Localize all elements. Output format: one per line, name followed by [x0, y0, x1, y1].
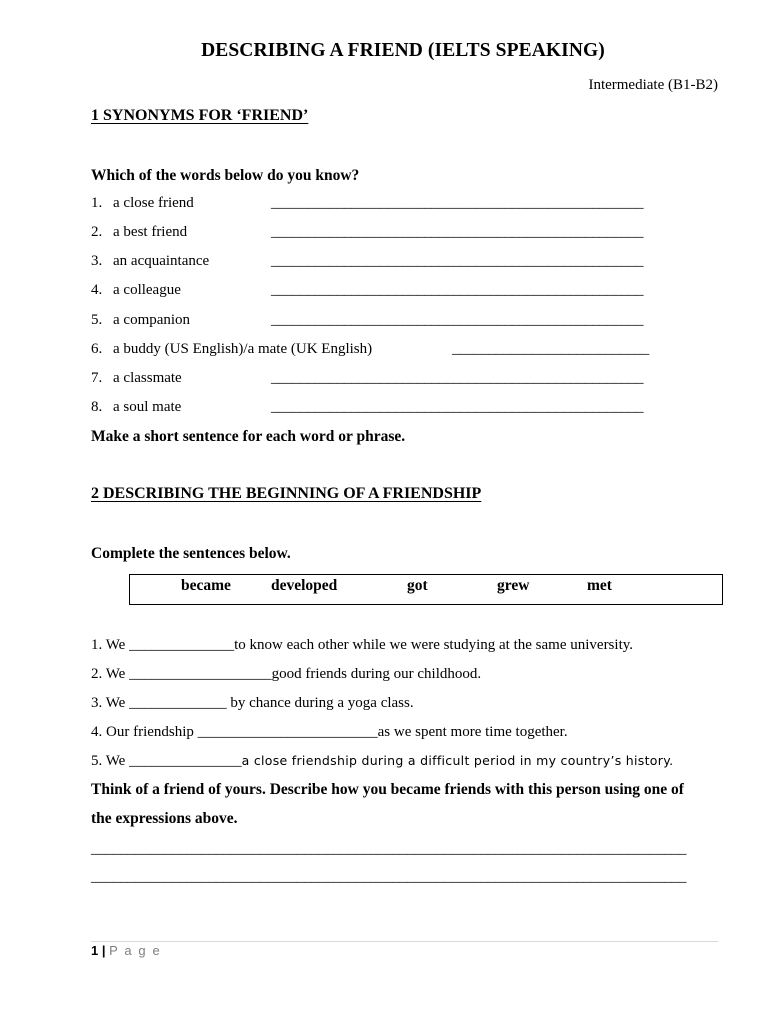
word-box-item: grew: [497, 577, 530, 594]
answer-line[interactable]: ___________________________: [452, 341, 650, 357]
sentence-item: 3. We _____________ by chance during a yoga class.: [91, 695, 414, 711]
item-word: a close friend: [113, 195, 194, 211]
section-1-heading: 1 SYNONYMS FOR ‘FRIEND’: [91, 107, 309, 124]
answer-line[interactable]: ___________________________________________________: [271, 224, 644, 240]
item-number: 5.: [91, 312, 103, 328]
item-number: 2.: [91, 224, 103, 240]
word-box-item: met: [587, 577, 612, 594]
item-word: a buddy (US English)/a mate (UK English): [113, 341, 373, 357]
item-word: a companion: [113, 312, 191, 328]
word-box-item: got: [407, 577, 428, 594]
page-number: 1: [91, 943, 99, 958]
answer-line[interactable]: ___________________________________________________: [271, 253, 644, 269]
word-box-item: became: [181, 577, 231, 594]
level-label: Intermediate (B1-B2): [588, 77, 718, 93]
section-2-heading: 2 DESCRIBING THE BEGINNING OF A FRIENDSHIP: [91, 485, 482, 502]
task-text-line-1: Think of a friend of yours. Describe how you became friends with this person using one of: [91, 781, 684, 798]
word-box: [129, 574, 723, 605]
section-2-instruction: Complete the sentences below.: [91, 545, 291, 562]
answer-line[interactable]: ___________________________________________________: [271, 399, 644, 415]
writing-line[interactable]: _________________________________________________________________________________: [91, 869, 687, 885]
sentence-continuation: a close friendship during a difficult period in my country’s history.: [241, 753, 674, 768]
writing-line[interactable]: _________________________________________________________________________________: [91, 841, 687, 857]
sentence-item: [91, 753, 673, 770]
item-word: an acquaintance: [113, 253, 210, 269]
page-label: P a g e: [109, 943, 162, 958]
answer-line[interactable]: ___________________________________________________: [271, 312, 644, 328]
item-word: a classmate: [113, 370, 182, 386]
section-1-question: Which of the words below do you know?: [91, 167, 360, 184]
sentence-item: 2. We ___________________good friends during our childhood.: [91, 666, 482, 682]
section-1-instruction: Make a short sentence for each word or phrase.: [91, 428, 406, 445]
item-word: a best friend: [113, 224, 188, 240]
sentence-text: 5. We _______________: [91, 753, 242, 769]
document-title: DESCRIBING A FRIEND (IELTS SPEAKING): [201, 40, 605, 61]
footer-separator: |: [101, 943, 106, 958]
footer-divider: [91, 941, 718, 942]
item-number: 6.: [91, 341, 103, 357]
item-number: 7.: [91, 370, 103, 386]
task-text-line-2: the expressions above.: [91, 810, 238, 827]
answer-line[interactable]: ___________________________________________________: [271, 282, 644, 298]
page-footer: [91, 943, 161, 958]
sentence-item: 4. Our friendship ________________________as we spent more time together.: [91, 724, 568, 740]
item-number: 3.: [91, 253, 103, 269]
item-number: 4.: [91, 282, 103, 298]
item-word: a soul mate: [113, 399, 182, 415]
item-number: 8.: [91, 399, 103, 415]
item-word: a colleague: [113, 282, 181, 298]
item-number: 1.: [91, 195, 103, 211]
answer-line[interactable]: ___________________________________________________: [271, 370, 644, 386]
word-box-item: developed: [271, 577, 338, 594]
sentence-item: 1. We ______________to know each other while we were studying at the same university.: [91, 637, 634, 653]
answer-line[interactable]: ___________________________________________________: [271, 195, 644, 211]
